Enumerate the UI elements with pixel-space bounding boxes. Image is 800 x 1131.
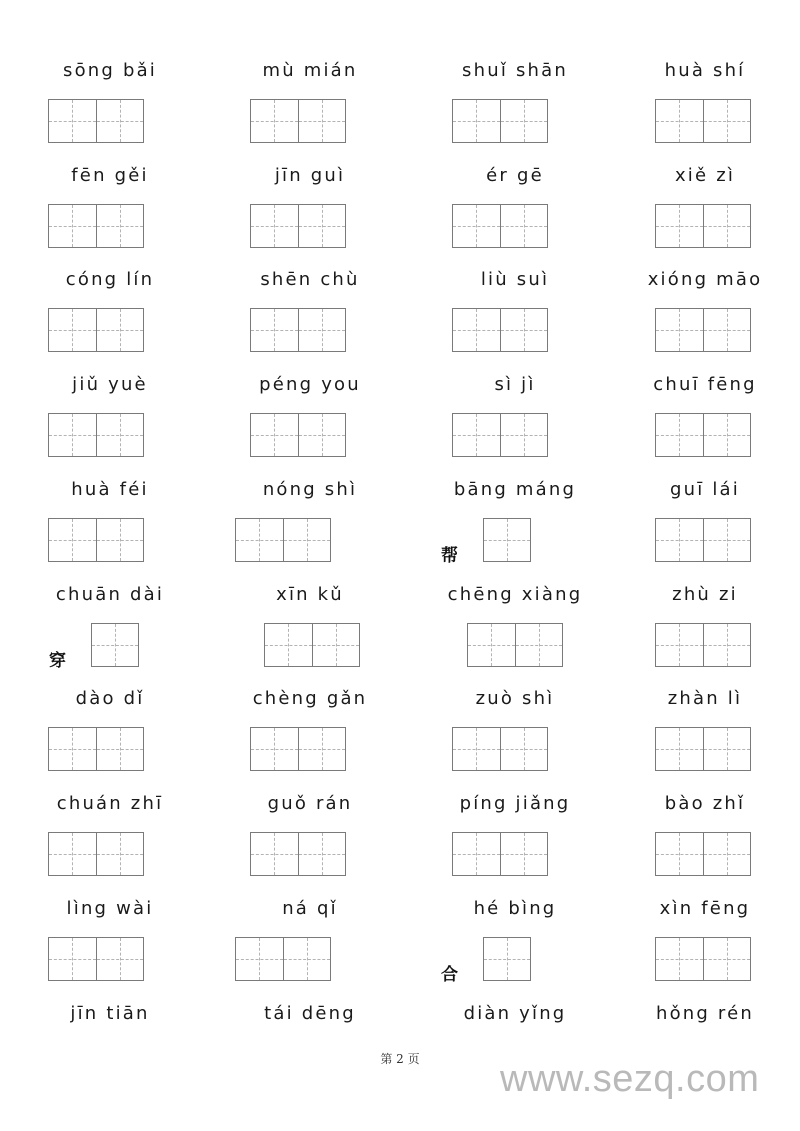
- tian-zi-cell[interactable]: [251, 414, 298, 456]
- pinyin-label: xìn fēng: [659, 898, 751, 919]
- tian-zi-cell[interactable]: [251, 205, 298, 247]
- writing-grid[interactable]: [655, 727, 751, 771]
- tian-zi-cell[interactable]: [96, 833, 144, 875]
- pinyin-label: jiǔ yuè: [72, 374, 148, 395]
- tian-zi-cell[interactable]: [312, 624, 360, 666]
- pinyin-label: tái dēng: [264, 1003, 356, 1024]
- pinyin-label: hé bìng: [473, 898, 557, 919]
- tian-zi-cell[interactable]: [656, 309, 703, 351]
- given-character: 穿: [49, 651, 66, 671]
- tian-zi-cell[interactable]: [703, 938, 751, 980]
- writing-grid[interactable]: [48, 204, 144, 248]
- tian-zi-cell[interactable]: [703, 833, 751, 875]
- tian-zi-cell[interactable]: [484, 938, 530, 980]
- tian-zi-cell[interactable]: [236, 519, 283, 561]
- pinyin-label: chuī fēng: [653, 374, 757, 395]
- pinyin-label: guī lái: [670, 479, 740, 500]
- tian-zi-cell[interactable]: [453, 728, 500, 770]
- writing-grid[interactable]: [48, 308, 144, 352]
- tian-zi-cell[interactable]: [96, 938, 144, 980]
- tian-zi-cell[interactable]: [283, 938, 331, 980]
- tian-zi-cell[interactable]: [453, 309, 500, 351]
- writing-grid[interactable]: [48, 727, 144, 771]
- tian-zi-cell[interactable]: [298, 728, 346, 770]
- tian-zi-cell[interactable]: [251, 309, 298, 351]
- tian-zi-cell[interactable]: [468, 624, 515, 666]
- tian-zi-cell[interactable]: [500, 728, 548, 770]
- given-character: 帮: [441, 546, 458, 566]
- tian-zi-cell[interactable]: [656, 519, 703, 561]
- writing-grid[interactable]: [48, 413, 144, 457]
- writing-grid[interactable]: [452, 99, 548, 143]
- tian-zi-cell[interactable]: [703, 100, 751, 142]
- writing-grid[interactable]: [250, 832, 346, 876]
- writing-grid[interactable]: [655, 937, 751, 981]
- writing-grid[interactable]: [452, 204, 548, 248]
- pinyin-label: zuò shì: [475, 688, 555, 709]
- pinyin-label: ná qǐ: [282, 898, 338, 919]
- pinyin-label: bāng máng: [453, 479, 577, 500]
- pinyin-label: huà shí: [664, 60, 746, 81]
- writing-grid[interactable]: [250, 99, 346, 143]
- pinyin-label: bào zhǐ: [664, 793, 746, 814]
- pinyin-label: chēng xiàng: [447, 584, 583, 605]
- tian-zi-cell[interactable]: [236, 938, 283, 980]
- tian-zi-cell[interactable]: [96, 205, 144, 247]
- tian-zi-cell[interactable]: [251, 833, 298, 875]
- writing-grid[interactable]: [655, 832, 751, 876]
- tian-zi-cell[interactable]: [298, 414, 346, 456]
- writing-grid[interactable]: [264, 623, 360, 667]
- tian-zi-cell[interactable]: [703, 519, 751, 561]
- writing-grid[interactable]: [452, 727, 548, 771]
- pinyin-label: sì jì: [494, 374, 536, 395]
- pinyin-label: sōng bǎi: [62, 60, 158, 81]
- tian-zi-cell[interactable]: [656, 833, 703, 875]
- pinyin-label: jīn tiān: [70, 1003, 150, 1024]
- pinyin-label: píng jiǎng: [459, 793, 571, 814]
- writing-grid[interactable]: [250, 413, 346, 457]
- tian-zi-cell[interactable]: [298, 309, 346, 351]
- writing-grid[interactable]: [250, 308, 346, 352]
- pinyin-label: huà féi: [71, 479, 149, 500]
- writing-grid[interactable]: [483, 937, 531, 981]
- tian-zi-cell[interactable]: [298, 833, 346, 875]
- tian-zi-cell[interactable]: [298, 100, 346, 142]
- pinyin-label: jīn guì: [274, 165, 346, 186]
- tian-zi-cell[interactable]: [656, 728, 703, 770]
- writing-grid[interactable]: [655, 99, 751, 143]
- tian-zi-cell[interactable]: [703, 309, 751, 351]
- watermark: www.sezq.com: [500, 1058, 760, 1100]
- pinyin-label: shēn chù: [260, 269, 360, 290]
- tian-zi-cell[interactable]: [96, 519, 144, 561]
- tian-zi-cell[interactable]: [251, 728, 298, 770]
- tian-zi-cell[interactable]: [265, 624, 312, 666]
- tian-zi-cell[interactable]: [49, 309, 96, 351]
- writing-grid[interactable]: [48, 99, 144, 143]
- pinyin-label: chèng gǎn: [252, 688, 368, 709]
- tian-zi-cell[interactable]: [656, 624, 703, 666]
- tian-zi-cell[interactable]: [500, 414, 548, 456]
- tian-zi-cell[interactable]: [49, 100, 96, 142]
- pinyin-label: chuán zhī: [56, 793, 164, 814]
- given-character: 合: [441, 965, 458, 985]
- writing-grid[interactable]: [250, 204, 346, 248]
- writing-grid[interactable]: [452, 413, 548, 457]
- pinyin-label: hǒng rén: [655, 1003, 755, 1024]
- pinyin-label: cóng lín: [65, 269, 155, 290]
- writing-grid[interactable]: [48, 832, 144, 876]
- pinyin-label: nóng shì: [262, 479, 358, 500]
- tian-zi-cell[interactable]: [96, 309, 144, 351]
- page-number: 第 2 页: [380, 1052, 420, 1066]
- tian-zi-cell[interactable]: [453, 414, 500, 456]
- tian-zi-cell[interactable]: [96, 100, 144, 142]
- pinyin-label: zhàn lì: [667, 688, 743, 709]
- tian-zi-cell[interactable]: [703, 728, 751, 770]
- tian-zi-cell[interactable]: [484, 519, 530, 561]
- writing-grid[interactable]: [48, 937, 144, 981]
- tian-zi-cell[interactable]: [49, 938, 96, 980]
- tian-zi-cell[interactable]: [49, 519, 96, 561]
- tian-zi-cell[interactable]: [49, 205, 96, 247]
- pinyin-label: guǒ rán: [267, 793, 353, 814]
- pinyin-label: shuǐ shān: [462, 60, 568, 81]
- writing-grid[interactable]: [48, 518, 144, 562]
- pinyin-label: lìng wài: [66, 898, 154, 919]
- pinyin-label: péng you: [259, 374, 361, 395]
- pinyin-label: ér gē: [486, 165, 544, 186]
- writing-grid[interactable]: [483, 518, 531, 562]
- tian-zi-cell[interactable]: [453, 205, 500, 247]
- writing-grid[interactable]: [655, 413, 751, 457]
- tian-zi-cell[interactable]: [500, 205, 548, 247]
- tian-zi-cell[interactable]: [656, 938, 703, 980]
- pinyin-label: xióng māo: [647, 269, 763, 290]
- tian-zi-cell[interactable]: [283, 519, 331, 561]
- tian-zi-cell[interactable]: [453, 833, 500, 875]
- tian-zi-cell[interactable]: [500, 309, 548, 351]
- pinyin-label: mù mián: [262, 60, 358, 81]
- tian-zi-cell[interactable]: [703, 414, 751, 456]
- tian-zi-cell[interactable]: [500, 100, 548, 142]
- pinyin-label: dào dǐ: [75, 688, 145, 709]
- tian-zi-cell[interactable]: [656, 414, 703, 456]
- writing-grid[interactable]: [91, 623, 139, 667]
- pinyin-label: xīn kǔ: [276, 584, 344, 605]
- tian-zi-cell[interactable]: [703, 624, 751, 666]
- writing-grid[interactable]: [655, 518, 751, 562]
- tian-zi-cell[interactable]: [96, 728, 144, 770]
- pinyin-label: chuān dài: [55, 584, 165, 605]
- tian-zi-cell[interactable]: [515, 624, 563, 666]
- tian-zi-cell[interactable]: [298, 205, 346, 247]
- writing-grid[interactable]: [655, 308, 751, 352]
- tian-zi-cell[interactable]: [92, 624, 138, 666]
- writing-grid[interactable]: [655, 623, 751, 667]
- writing-grid[interactable]: [250, 727, 346, 771]
- tian-zi-cell[interactable]: [49, 414, 96, 456]
- tian-zi-cell[interactable]: [703, 205, 751, 247]
- pinyin-label: liù suì: [480, 269, 550, 290]
- writing-grid[interactable]: [655, 204, 751, 248]
- pinyin-label: zhù zi: [672, 584, 738, 605]
- tian-zi-cell[interactable]: [96, 414, 144, 456]
- writing-grid[interactable]: [452, 832, 548, 876]
- writing-grid[interactable]: [235, 518, 331, 562]
- tian-zi-cell[interactable]: [656, 205, 703, 247]
- tian-zi-cell[interactable]: [656, 100, 703, 142]
- tian-zi-cell[interactable]: [49, 728, 96, 770]
- pinyin-label: xiě zì: [674, 165, 736, 186]
- writing-grid[interactable]: [452, 308, 548, 352]
- tian-zi-cell[interactable]: [453, 100, 500, 142]
- tian-zi-cell[interactable]: [500, 833, 548, 875]
- pinyin-label: diàn yǐng: [463, 1003, 567, 1024]
- writing-grid[interactable]: [235, 937, 331, 981]
- pinyin-label: fēn gěi: [71, 165, 149, 186]
- tian-zi-cell[interactable]: [251, 100, 298, 142]
- tian-zi-cell[interactable]: [49, 833, 96, 875]
- writing-grid[interactable]: [467, 623, 563, 667]
